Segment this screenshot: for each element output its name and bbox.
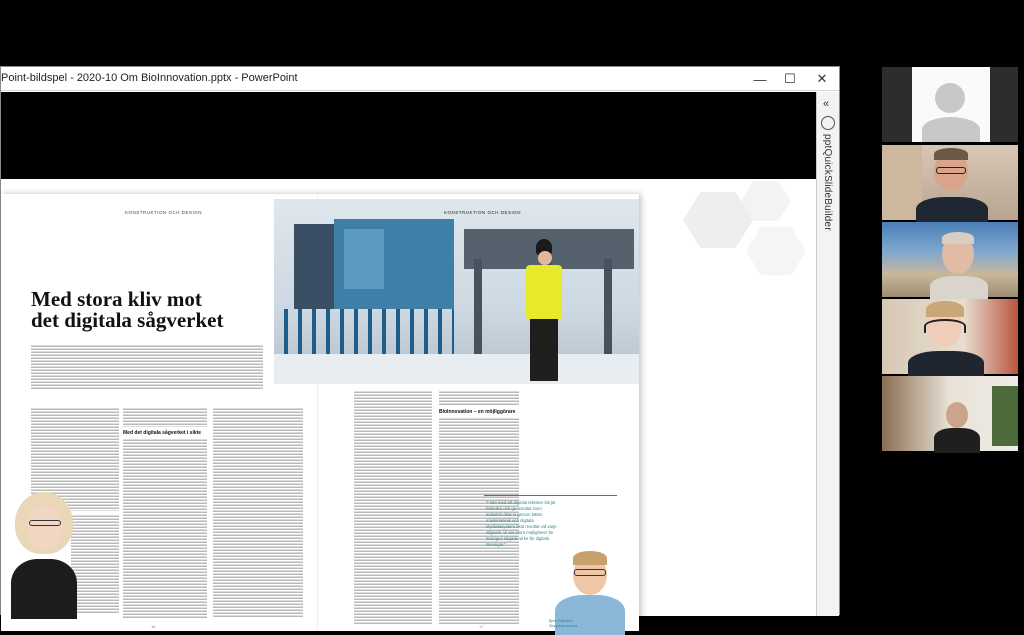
minimize-button[interactable] — [745, 69, 775, 89]
body-column-2 — [123, 438, 207, 618]
maximize-icon: ☐ — [784, 71, 796, 86]
body-column-2-top — [123, 407, 207, 427]
subhead-bioinnovation: BioInnovation – en möjliggörare — [439, 409, 516, 415]
body-column-5-top — [439, 390, 519, 406]
addin-side-panel — [816, 92, 839, 616]
collapse-panel-icon[interactable]: « — [823, 98, 830, 110]
article-headline — [31, 289, 261, 331]
subhead-digital-sawmill: Med det digitala sågverket i sikte — [123, 430, 202, 436]
slideshow-area[interactable] — [1, 92, 816, 629]
body-column-4 — [354, 390, 432, 624]
close-icon: ✕ — [816, 71, 828, 86]
headline-line-1: Med stora kliv mot — [31, 287, 202, 311]
window-title: Point-bildspel - 2020-10 Om BioInnovation.pptx - PowerPoint — [1, 72, 298, 84]
headline-line-2: det digitala sågverket — [31, 308, 224, 332]
avatar — [912, 67, 990, 142]
section-label-right: KONSTRUKTION OCH DESIGN — [444, 210, 522, 215]
title-bar[interactable] — [1, 67, 839, 91]
participant-tile-2[interactable] — [882, 145, 1018, 220]
addin-logo-icon — [821, 116, 835, 130]
slide[interactable] — [1, 179, 816, 629]
portrait-woman-photo — [9, 484, 79, 631]
minimize-icon: — — [753, 71, 767, 87]
page-number-left: 16 — [151, 624, 156, 629]
addin-label[interactable]: pptQuickSlideBuilder — [822, 134, 833, 231]
participant-tile-5[interactable] — [882, 376, 1018, 451]
maximize-button[interactable] — [775, 69, 805, 89]
sawmill-photo — [274, 199, 639, 384]
powerpoint-window — [0, 66, 840, 629]
participant-tile-3[interactable] — [882, 222, 1018, 297]
pull-quote: ”I takt med att digitala tekniker börjar förändra och ge resultat inom industrin ökar vi genom bättre maskinteknik och digitala styrdatasystem ökat resultat vid varje sågverk. Vi ser stora möjligheter för Sveriges sågade virke för digitala lösningar.” — [486, 500, 557, 547]
close-button[interactable] — [807, 69, 837, 89]
participant-tile-4[interactable] — [882, 299, 1018, 374]
quote-caption-name: Björn Källström — [549, 619, 573, 623]
section-label: KONSTRUKTION OCH DESIGN — [125, 210, 203, 215]
quote-rule — [484, 495, 617, 496]
hexagon-decoration — [683, 189, 753, 251]
body-column-3 — [213, 407, 303, 618]
page-number-right: 17 — [479, 624, 484, 629]
quote-caption-role: Skogsindustrierna — [549, 624, 578, 628]
hexagon-decoration — [746, 224, 806, 278]
ingress-text — [31, 344, 263, 389]
magazine-page-right — [319, 194, 639, 631]
participant-tile-1[interactable] — [882, 67, 1018, 142]
magazine-page-left — [1, 194, 319, 631]
